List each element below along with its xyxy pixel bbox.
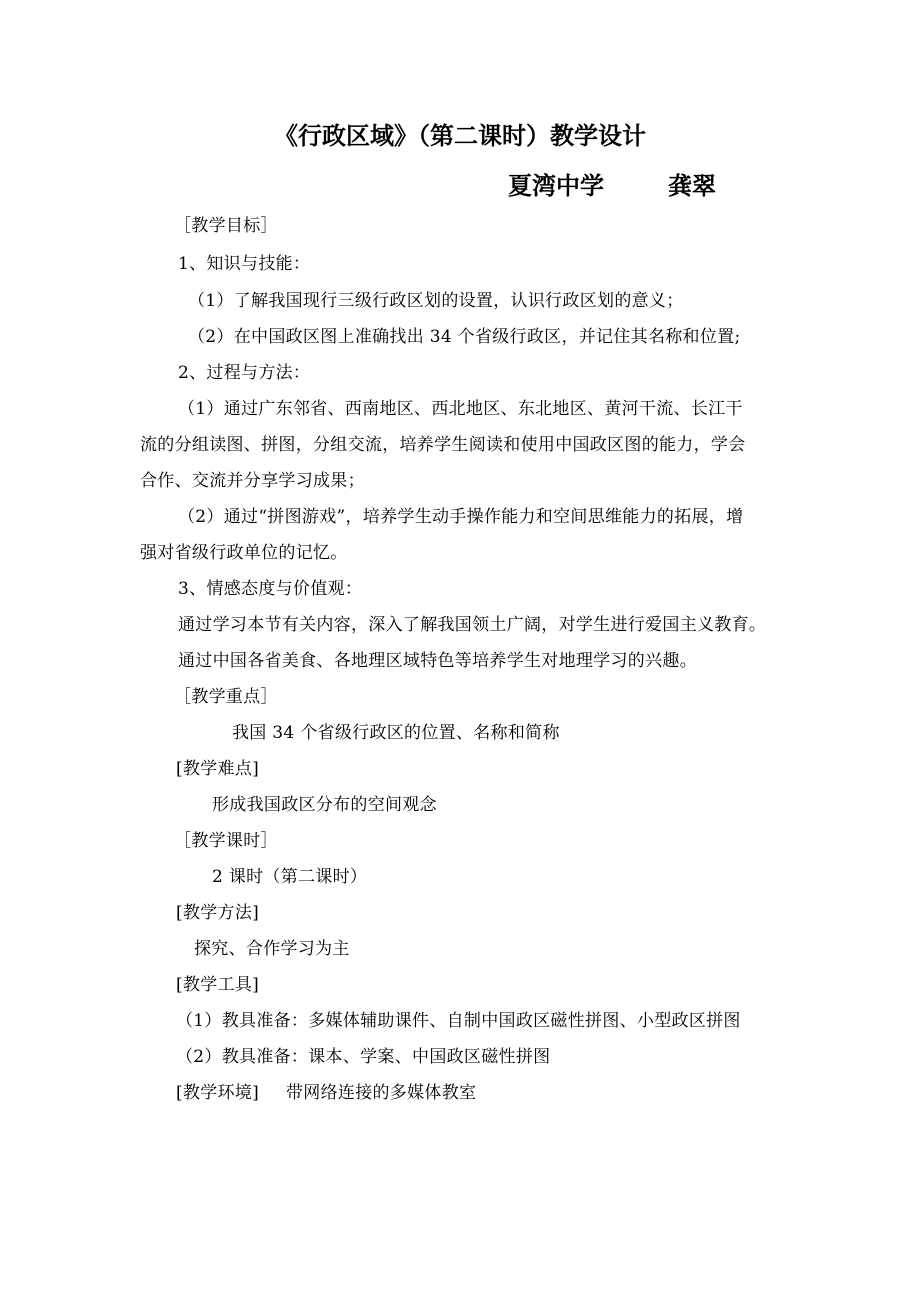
hours-text: 2 课时（第二课时） (212, 867, 368, 887)
process-item-1-line-2: 流的分组读图、拼图，分组交流，培养学生阅读和使用中国政区图的能力，学会 (140, 435, 746, 455)
emotion-heading: 3、情感态度与价值观： (178, 579, 363, 599)
tools-item-1: （1）教具准备：多媒体辅助课件、自制中国政区磁性拼图、小型政区拼图 (176, 1011, 741, 1031)
key-points-text: 我国 34 个省级行政区的位置、名称和简称 (232, 723, 560, 743)
knowledge-heading: 1、知识与技能： (178, 254, 311, 274)
hours-heading: ［教学课时］ (174, 831, 278, 851)
knowledge-item-1: （1）了解我国现行三级行政区划的设置，认识行政区划的意义； (188, 291, 684, 311)
process-item-2-line-1: （2）通过“拼图游戏”，培养学生动手操作能力和空间思维能力的拓展，增 (178, 507, 744, 527)
knowledge-item-2: （2）在中国政区图上准确找出 34 个省级行政区，并记住其名称和位置; (188, 327, 741, 347)
difficulties-heading: [教学难点] (176, 759, 260, 779)
emotion-item-2: 通过中国各省美食、各地理区域特色等培养学生对地理学习的兴趣。 (178, 651, 697, 671)
environment-heading: [教学环境] (176, 1083, 260, 1103)
process-item-1-line-1: （1）通过广东邻省、西南地区、西北地区、东北地区、黄河干流、长江干 (178, 399, 743, 419)
process-item-1-line-3: 合作、交流并分享学习成果； (140, 471, 365, 491)
document-title: 《行政区域》（第二课时）教学设计 (274, 121, 646, 150)
objectives-heading: ［教学目标］ (174, 216, 278, 236)
methods-text: 探究、合作学习为主 (194, 939, 350, 959)
process-item-2-line-2: 强对省级行政单位的记忆。 (140, 543, 348, 563)
difficulties-text: 形成我国政区分布的空间观念 (212, 795, 437, 815)
methods-heading: [教学方法] (176, 903, 260, 923)
tools-heading: [教学工具] (176, 975, 260, 995)
process-heading: 2、过程与方法： (178, 363, 311, 383)
school-name: 夏湾中学 (508, 171, 604, 200)
emotion-item-1: 通过学习本节有关内容，深入了解我国领土广阔，对学生进行爱国主义教育。 (178, 615, 767, 635)
author-name: 龚翠 (668, 171, 716, 200)
environment-text: 带网络连接的多媒体教室 (286, 1083, 477, 1103)
key-points-heading: ［教学重点］ (174, 687, 278, 707)
tools-item-2: （2）教具准备：课本、学案、中国政区磁性拼图 (176, 1047, 551, 1067)
